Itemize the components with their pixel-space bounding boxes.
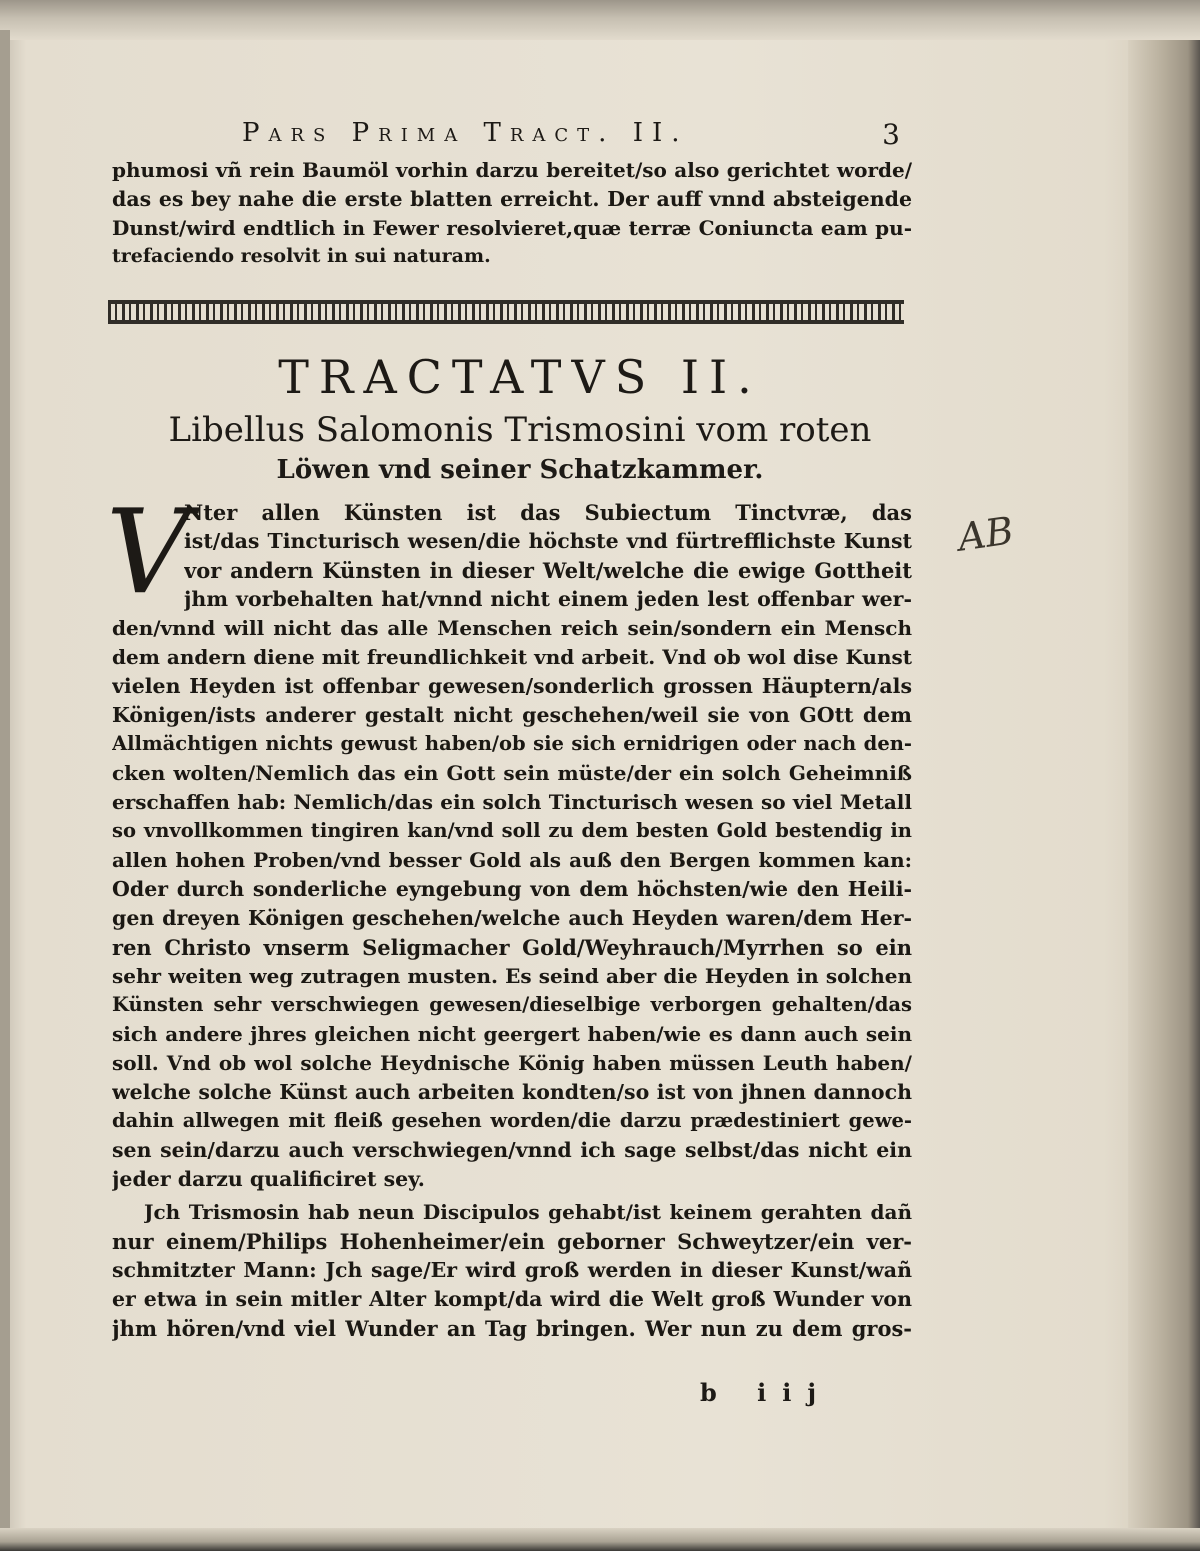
- title-line-2: Libellus Salomonis Trismosini vom roten: [168, 410, 872, 450]
- text-line: dem andern diene mit freundlichkeit vnd arbeit. Vnd ob wol dise Kunst: [112, 645, 912, 669]
- text-line: ist/das Tincturisch wesen/die höchste vnd fürtrefflichste Kunst: [184, 529, 912, 553]
- text-line: das es bey nahe die erste blatten erreicht. Der auff vnnd absteigende: [112, 187, 912, 211]
- page-fore-edge: [1128, 40, 1200, 1530]
- text-line: sich andere jhres gleichen nicht geergert haben/wie es dann auch sein: [112, 1022, 912, 1046]
- text-line: allen hohen Proben/vnd besser Gold als auß den Bergen kommen kan:: [112, 848, 912, 872]
- signature-mark: b iij: [700, 1378, 833, 1407]
- page-number: 3: [882, 118, 900, 151]
- text-line: schmitzter Mann: Jch sage/Er wird groß werden in dieser Kunst/wañ: [112, 1258, 912, 1282]
- text-line: sen sein/darzu auch verschwiegen/vnnd ich sage selbst/das nicht ein: [112, 1138, 912, 1162]
- text-line: Nter allen Künsten ist das Subiectum Tinctvræ, das: [184, 500, 912, 525]
- book-spine: [0, 30, 10, 1530]
- text-line: Jch Trismosin hab neun Discipulos gehabt/ist keinem gerahten dañ: [144, 1200, 912, 1224]
- text-line: den/vnnd will nicht das alle Menschen reich sein/sondern ein Mensch: [112, 616, 912, 640]
- text-line: dahin allwegen mit fleiß gesehen worden/die darzu prædestiniert gewe-: [112, 1109, 912, 1132]
- text-line: Dunst/wird endtlich in Fewer resolvieret,quæ terræ Coniuncta eam pu-: [112, 216, 912, 240]
- text-line: Königen/ists anderer gestalt nicht geschehen/weil sie von GOtt dem: [112, 703, 912, 727]
- text-line: ren Christo vnserm Seligmacher Gold/Weyhrauch/Myrrhen so ein: [112, 935, 912, 960]
- text-line: Künsten sehr verschwiegen gewesen/dieselbige verborgen gehalten/das: [112, 993, 912, 1016]
- page-top-edge: [0, 0, 1200, 40]
- ornamental-border: [108, 300, 904, 324]
- title-line-3: Löwen vnd seiner Schatzkammer.: [276, 455, 764, 485]
- text-line: erschaffen hab: Nemlich/das ein solch Tincturisch wesen so viel Metall: [112, 790, 912, 814]
- text-line: jhm hören/vnd viel Wunder an Tag bringen. Wer nun zu dem gros-: [112, 1316, 912, 1341]
- text-line: Oder durch sonderliche eyngebung von dem höchsten/wie den Heili-: [112, 877, 912, 901]
- text-line: phumosi vñ rein Baumöl vorhin darzu bereitet/so also gerichtet worde/: [112, 158, 912, 182]
- text-line: vielen Heyden ist offenbar gewesen/sonderlich grossen Häuptern/als: [112, 674, 912, 698]
- text-line: gen dreyen Königen geschehen/welche auch Heyden waren/dem Her-: [112, 906, 912, 930]
- text-line: er etwa in sein mitler Alter kompt/da wird die Welt groß Wunder von: [112, 1287, 912, 1311]
- text-line: jhm vorbehalten hat/vnnd nicht einem jeden lest offenbar wer-: [184, 587, 912, 611]
- text-line: cken wolten/Nemlich das ein Gott sein müste/der ein solch Geheimniß: [112, 761, 912, 785]
- text-line: sehr weiten weg zutragen musten. Es seind aber die Heyden in solchen: [112, 964, 912, 988]
- page-bottom-edge: [0, 1528, 1200, 1551]
- text-line: welche solche Künst auch arbeiten kondten/so ist von jhnen dannoch: [112, 1080, 912, 1104]
- tractatus-heading: TRACTATVS II.: [278, 350, 762, 404]
- text-line: vor andern Künsten in dieser Welt/welche die ewige Gottheit: [184, 558, 912, 583]
- text-line: nur einem/Philips Hohenheimer/ein geborner Schweytzer/ein ver-: [112, 1229, 912, 1254]
- text-line: trefaciendo resolvit in sui naturam.: [112, 245, 491, 267]
- running-header: [150, 118, 910, 158]
- text-line: soll. Vnd ob wol solche Heydnische König haben müssen Leuth haben/: [112, 1051, 912, 1075]
- text-line: jeder darzu qualificiret sey.: [112, 1167, 425, 1191]
- marginal-annotation: AB: [955, 508, 1017, 560]
- text-line: so vnvollkommen tingiren kan/vnd soll zu dem besten Gold bestendig in: [112, 819, 912, 842]
- drop-initial: V: [106, 485, 190, 620]
- text-line: Allmächtigen nichts gewust haben/ob sie sich ernidrigen oder nach den-: [112, 732, 912, 755]
- running-title: Pars Prima Tract. II.: [242, 118, 689, 148]
